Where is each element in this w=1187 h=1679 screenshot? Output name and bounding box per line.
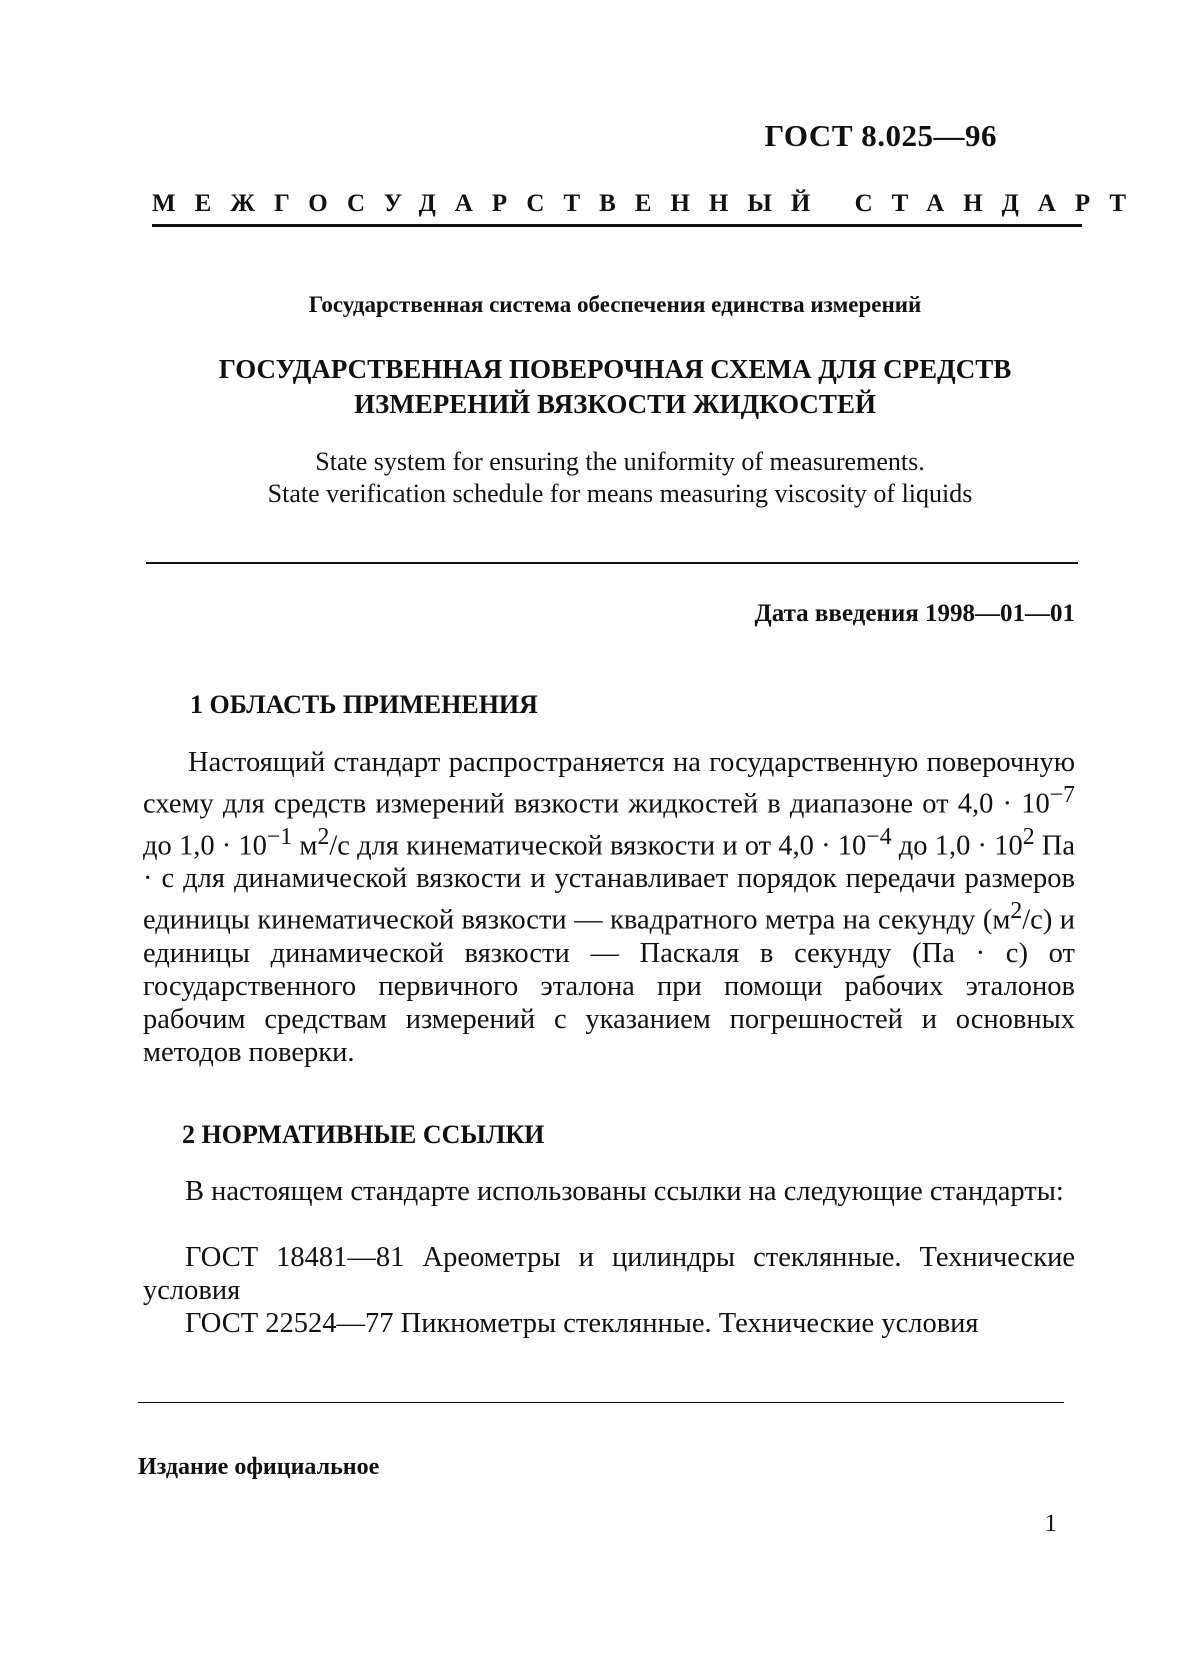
section-1-heading: 1 ОБЛАСТЬ ПРИМЕНЕНИЯ <box>190 690 538 719</box>
reference-item: ГОСТ 18481—81 Ареометры и цилиндры стеклянные. Технические условия <box>143 1242 1075 1306</box>
document-number: ГОСТ 8.025—96 <box>764 118 997 153</box>
section-1-paragraph: Настоящий стандарт распространяется на государственную поверочную схему для средств измерений вязкости жидкостей в диапазоне от $4,0 \cdot 10^{-7}$ до $1,0 \cdot 10^{-1}$ $м^2/с$ для кинематической вязкости и от $4,0 \cdot 10^{-4}$ до $1,0 \cdot 10^2$ Па · с для динамической вязкости и устанавливает порядок передачи размеров единицы кинематической вязкости — квадратного метра на секунду $(м^2/с)$ и единицы динамической вязкости — Паскаля в секунду (Па · с) от государственного первичного эталона при помощи рабочих эталонов рабочим средствам измерений с указанием погрешностей и основных методов поверки. <box>143 747 1075 1068</box>
title-rule <box>146 562 1078 564</box>
header-rule <box>152 224 1082 227</box>
document-title <box>0 352 1187 422</box>
system-title: Государственная система обеспечения единства измерений <box>308 292 922 317</box>
section-2-heading: 2 НОРМАТИВНЫЕ ССЫЛКИ <box>182 1120 545 1149</box>
english-title-line-1: State system for ensuring the uniformity of measurements. <box>315 447 925 476</box>
reference-item: ГОСТ 22524—77 Пикнометры стеклянные. Технические условия <box>185 1308 979 1339</box>
english-title <box>0 446 1187 510</box>
footer-rule <box>138 1402 1064 1403</box>
interstate-standard-label: МЕЖГОСУДАРСТВЕННЫЙ СТАНДАРТ <box>152 190 1146 217</box>
introduction-date: Дата введения 1998—01—01 <box>754 600 1075 627</box>
title-line-1: ГОСУДАРСТВЕННАЯ ПОВЕРОЧНАЯ СХЕМА ДЛЯ СРЕДСТВ <box>218 354 1012 384</box>
official-edition-label: Издание официальное <box>138 1454 380 1480</box>
page-number: 1 <box>1044 1510 1057 1537</box>
english-title-line-2: State verification schedule for means measuring viscosity of liquids <box>267 479 973 508</box>
section-2-intro: В настоящем стандарте использованы ссылки на следующие стандарты: <box>185 1176 1064 1207</box>
title-line-2: ИЗМЕРЕНИЙ ВЯЗКОСТИ ЖИДКОСТЕЙ <box>354 389 876 419</box>
